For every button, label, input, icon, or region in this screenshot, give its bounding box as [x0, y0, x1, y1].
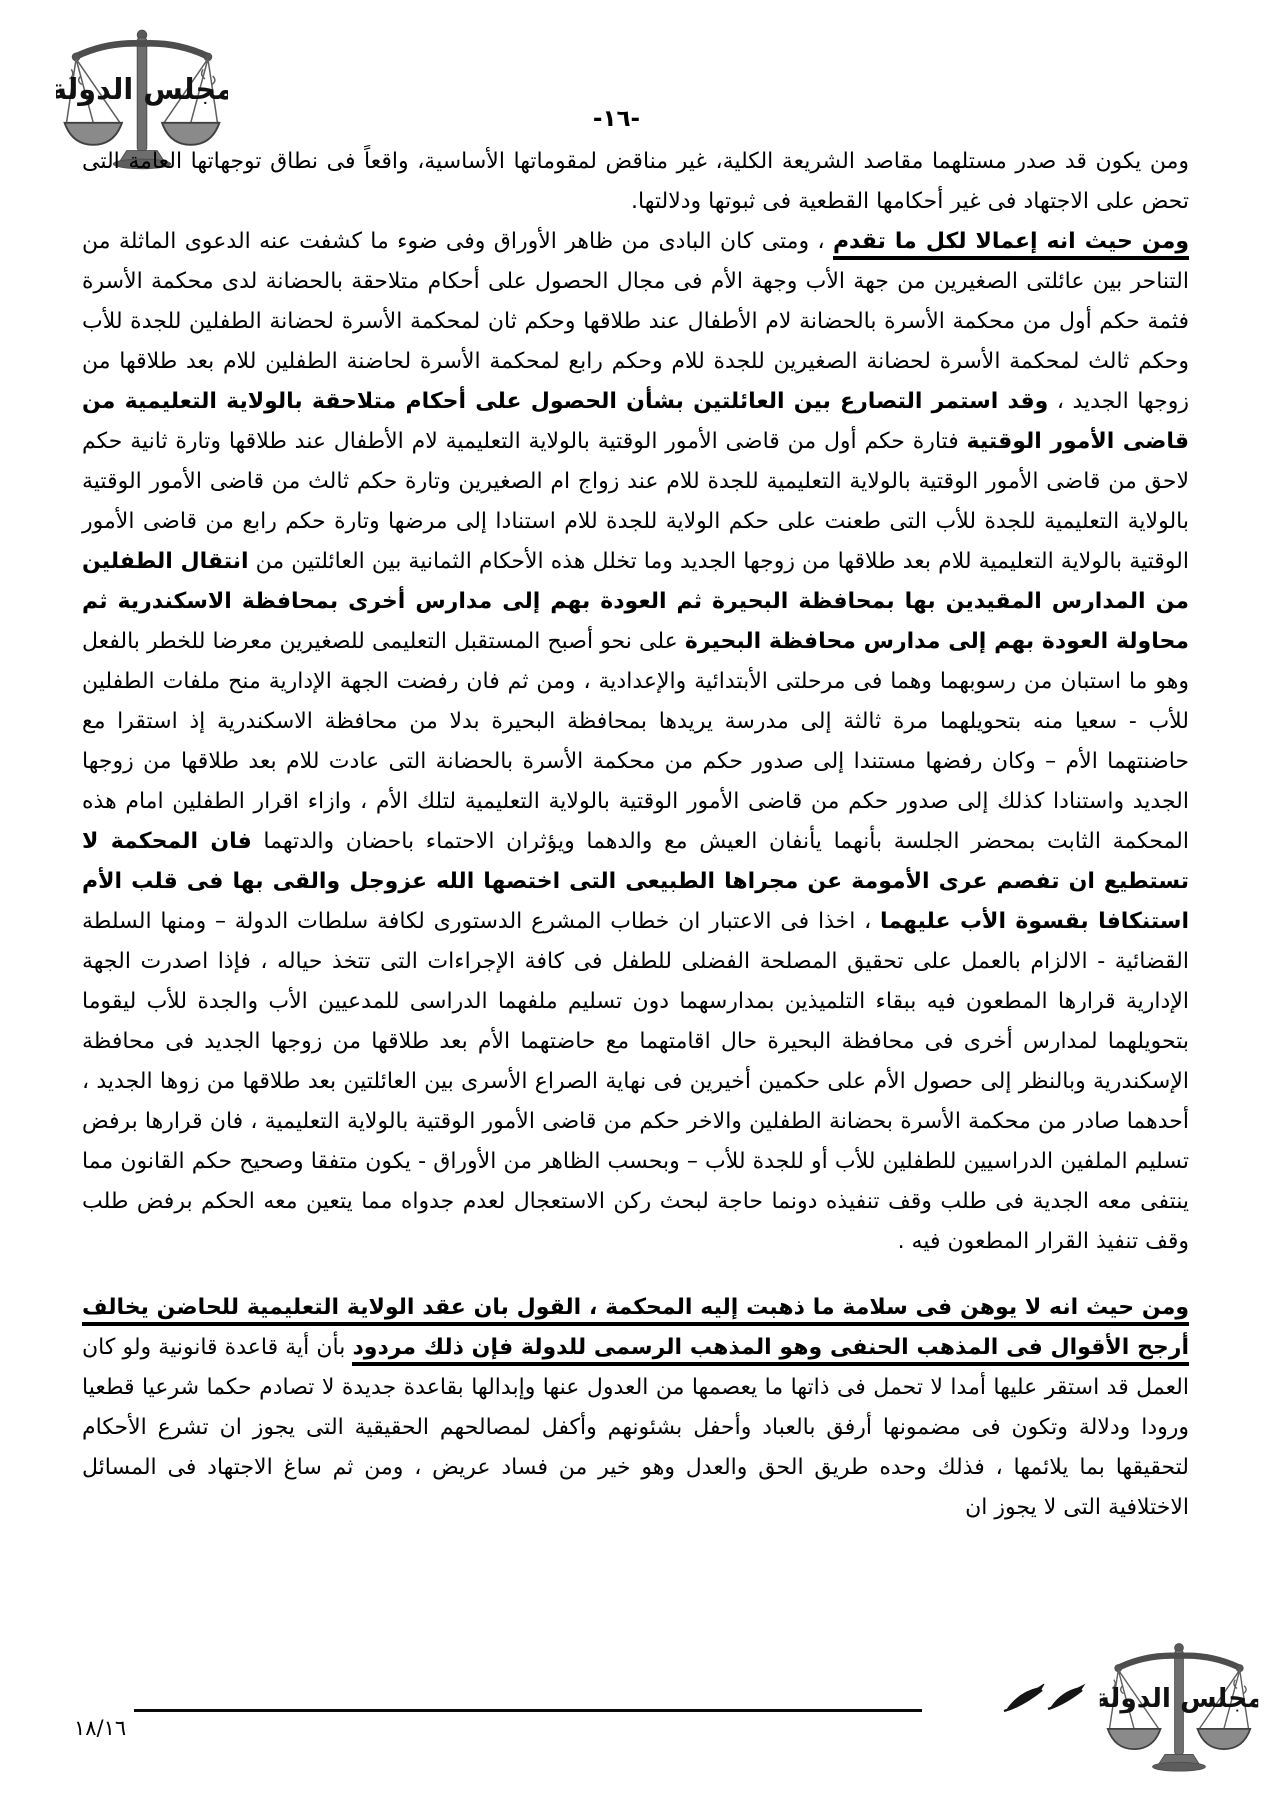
paragraph [82, 222, 1189, 1262]
text-run: ، اخذا فى الاعتبار ان خطاب المشرع الدستورى لكافة سلطات الدولة – ومنها السلطة القضائية - الالزام بالعمل على تحقيق المصلحة الفضلى للطفل فى كافة الإجراءات التى تتخذ حياله ، فإذا اصدرت الجهة الإدارية قرارها المطعون فيه ببقاء التلميذين بمدارسهما دون تسليم ملفهما الدراسى للمدعيين الأب والجدة للأب ليقوما بتحويلهما لمدارس أخرى فى محافظة البحيرة حال اقامتهما مع حاضتهما الأم بعد طلاقها من زوجها الجديد فى محافظة الإسكندرية وبالنظر إلى حصول الأم على حكمين أخيرين فى نهاية الصراع الأسرى بين العائلتين بعد طلاقها من زوها الجديد ، أحدهما صادر من محكمة الأسرة بحضانة الطفلين والاخر حكم من قاضى الأمور الوقتية بالولاية التعليمية ، فان قرارها برفض تسليم الملفين الدراسيين للطفلين للأب أو للجدة للأب – وبحسب الظاهر من الأوراق - يكون متفقا وصحيح حكم القانون مما ينتفى معه الجدية فى طلب وقف تنفيذه دونما حاجة لبحث ركن الاستعجال لعدم جدواه مما يتعين معه الحكم برفض طلب وقف تنفيذ القرار المطعون فيه . [82, 909, 1189, 1254]
footer-divider [134, 1709, 922, 1712]
signature-quill-icon [1002, 1678, 1094, 1722]
text-run: ومن يكون قد صدر مستلهما مقاصد الشريعة الكلية، غير مناقض لمقوماتها الأساسية، واقعاً فى نطاق توجهاتها العامة التى تحض على الاجتهاد فى غير أحكامها القطعية فى ثبوتها ودلالتها. [82, 149, 1189, 214]
text-run-emphasis: فان المحكمة لا تستطيع ان تفصم عرى الأمومة عن مجراها الطبيعى التى اختصها الله عزوجل والقى بها فى قلب الأم استنكافا بقسوة الأب عليهما [82, 829, 1189, 934]
paragraph [82, 142, 1189, 222]
text-run: فتارة حكم أول من قاضى الأمور الوقتية بالولاية التعليمية لام الأطفال عند طلاقها وتارة ثانية حكم لاحق من قاضى الأمور الوقتية بالولاية التعليمية للجدة للام عند زواج ام الصغيرين وتارة حكم ثالث من قاضى الأمور الوقتية بالولاية التعليمية للجدة للأب التى طعنت على حكم الولاية للجدة للام استنادا إلى مرضها وتارة حكم رابع من قاضى الأمور الوقتية بالولاية التعليمية للام بعد طلاقها من زوجها الجديد وما تخلل هذه الأحكام الثمانية بين العائلتين من [82, 429, 1189, 574]
text-run: بأن أية قاعدة قانونية ولو كان العمل قد استقر عليها أمدا لا تحمل فى ذاتها ما يعصمها من العدول عنها وإبدالها بقاعدة جديدة لا تصادم حكما شرعيا قطعيا ورودا ودلالة وتكون فى مضمونها أرفق بالعباد وأحفل بشئونهم وأكفل لمصالحهم الحقيقية التى يجوز ان تشرع الأحكام لتحقيقها بما يلائمها ، فذلك وحده طريق الحق والعدل وهو خير من فساد عريض ، ومن ثم ساغ الاجتهاد فى المسائل الاختلافية التى لا يجوز ان [82, 1335, 1189, 1520]
paragraph [82, 1288, 1189, 1528]
text-run-emphasis: انتقال الطفلين من المدارس المقيدين بها بمحافظة البحيرة ثم العودة بهم إلى مدارس أخرى بمحافظة الاسكندرية ثم محاولة العودة بهم إلى مدارس محافظة البحيرة [82, 549, 1189, 654]
page-number: -١٦- [592, 106, 641, 132]
text-run-heading: ومن حيث انه إعمالا لكل ما تقدم [833, 229, 1189, 260]
text-run: ، ومتى كان البادى من ظاهر الأوراق وفى ضوء ما كشفت عنه الدعوى الماثلة من التناحر بين عائلتى الصغيرين من جهة الأب وجهة الأم فى مجال الحصول على أحكام متلاحقة بالحضانة لدى محكمة الأسرة فثمة حكم أول من محكمة الأسرة بالحضانة لام الأطفال عند طلاقها وحكم ثان لمحكمة الأسرة لحضانة الطفلين للجدة للأب وحكم ثالث لمحكمة الأسرة لحضانة الصغيرين للجدة للام وحكم رابع لمحكمة الأسرة لحاضنة الطفلين للام بعد طلاقها من زوجها الجديد ، [82, 229, 1189, 414]
text-run: على نحو أصبح المستقبل التعليمى للصغيرين معرضا للخطر بالفعل وهو ما استبان من رسوبهما وهما فى مرحلتى الأبتدائية والإعدادية ، ومن ثم فان رفضت الجهة الإدارية منح ملفات الطفلين للأب - سعيا منه بتحويلهما مرة ثالثة إلى مدرسة يريدها بمحافظة البحيرة بدلا من محافظة الاسكندرية إذ استقرا مع حاضنتهما الأم – وكان رفضها مستندا إلى صدور حكم من محكمة الأسرة بالحضانة التى عادت للام بعد طلاقها من زوجها الجديد واستنادا كذلك إلى صدور حكم من قاضى الأمور الوقتية بالولاية التعليمية لتلك الأم ، وازاء اقرار الطفلين امام هذه المحكمة الثابت بمحضر الجلسة بأنهما يأنفان العيش مع والدهما ويؤثران الاحتماء باحضان والدتهما [82, 629, 1189, 854]
text-run-heading: ومن حيث انه لا يوهن فى سلامة ما ذهبت إليه المحكمة ، القول بان عقد الولاية التعليمية للحاضن يخالف أرجح الأقوال فى المذهب الحنفى وهو المذهب الرسمى للدولة فإن ذلك مردود [82, 1295, 1189, 1366]
footer-page-reference: ١٨/١٦ [74, 1716, 127, 1740]
text-run-emphasis: وقد استمر التصارع بين العائلتين بشأن الحصول على أحكام متلاحقة بالولاية التعليمية من قاضى الأمور الوقتية [82, 389, 1189, 454]
scales-of-justice-logo [1090, 1640, 1268, 1772]
ruling-body-text [82, 142, 1189, 1528]
